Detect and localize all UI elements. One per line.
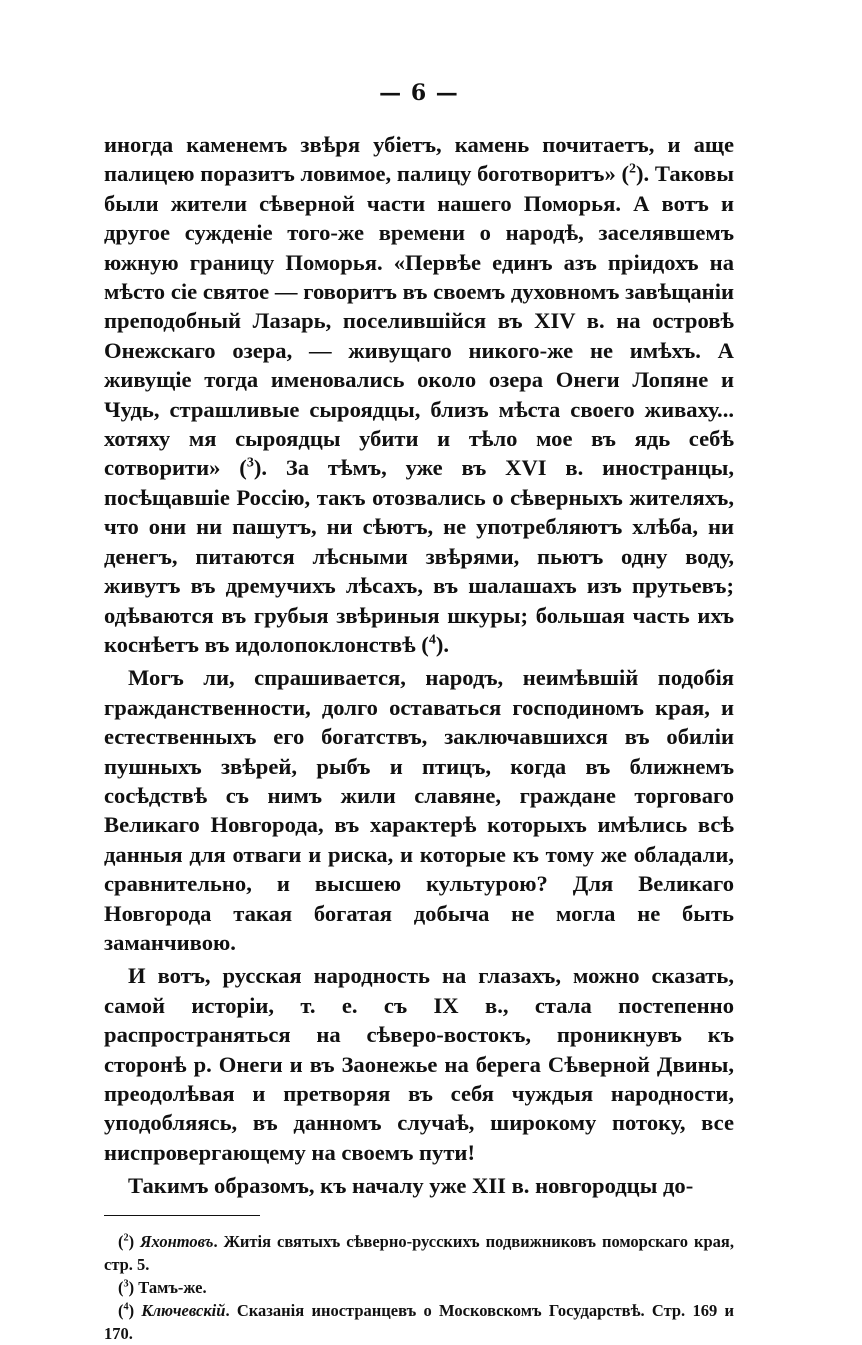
footnote	[104, 1230, 734, 1276]
footnote-ref: 3	[246, 455, 254, 471]
text-run: (	[118, 1300, 124, 1320]
page-number: — 6 —	[379, 80, 459, 106]
footnote	[104, 1299, 734, 1345]
text-run: )	[128, 1231, 141, 1251]
text-run: (	[118, 1277, 124, 1297]
text-run: иногда каменемъ звѣря убіетъ, камень почитаетъ, и аще палицею поразитъ ловимое, палицу боготворитъ» (	[104, 132, 734, 187]
text-run: . Сказанія иностранцевъ о Московскомъ Государствѣ. Стр. 169 и 170.	[104, 1300, 734, 1343]
text-run: Такимъ образомъ, къ началу уже XII в. новгородцы до-	[128, 1173, 694, 1199]
text-run: ). За тѣмъ, уже въ XVI в. иностранцы, посѣщавшіе Россію, такъ отозвались о сѣверныхъ жителяхъ, что они ни пашутъ, ни сѣютъ, не употребляютъ хлѣба, ни денегъ, питаются лѣсными звѣрями, пьютъ одну воду, живутъ въ дремучихъ лѣсахъ, въ шалашахъ изъ прутьевъ; одѣваются въ грубыя звѣриныя шкуры; большая часть ихъ коснѣетъ въ идолопоклонствѣ (	[104, 455, 735, 657]
text-run: . Житія святыхъ сѣверно-русскихъ подвижниковъ поморскаго края, стр. 5.	[104, 1231, 734, 1274]
footnote-ref: 3	[123, 1278, 129, 1290]
text-run: И вотъ, русская народность на глазахъ, можно сказать, самой исторіи, т. е. съ IX в., стала постепенно распространяться на сѣверо-востокъ, проникнувъ къ сторонѣ р. Онеги и въ Заонежье на берега Сѣверной Двины, преодолѣвая и претворяя въ себя чуждыя народности, уподобляясь, въ данномъ случаѣ, широкому потоку, все ниспровергающему на своемъ пути!	[104, 963, 734, 1165]
footnote-divider	[104, 1215, 260, 1216]
text-run: ) Тамъ-же.	[128, 1277, 207, 1297]
paragraph	[104, 1171, 734, 1200]
paragraph	[104, 961, 734, 1167]
footnote-ref: 4	[123, 1301, 129, 1313]
paragraph	[104, 130, 734, 659]
text-run: ). Таковы были жители сѣверной части нашего Поморья. А вотъ и другое сужденіе того-же времени о народѣ, заселявшемъ южную границу Поморья. «Первѣе единъ азъ пріидохъ на мѣсто сіе святое — говоритъ въ своемъ духовномъ завѣщаніи преподобный Лазарь, поселившійся въ XIV в. на островѣ Онежскаго озера, — живущаго никого-же не имѣхъ. А живущіе тогда именовались около озера Онеги Лопяне и Чудь, страшливые сыроядцы, близъ мѣста своего живаху... хотяху мя сыроядцы убити и тѣло мое въ ядь себѣ сотворити» (	[104, 161, 734, 481]
author-name: Яхонтовъ	[140, 1231, 214, 1251]
footnotes	[104, 1230, 734, 1345]
main-text	[104, 130, 734, 1201]
footnote	[104, 1276, 734, 1299]
footnote-ref: 4	[428, 632, 436, 648]
author-name: Ключевскій	[141, 1300, 226, 1320]
text-run: )	[128, 1300, 142, 1320]
footnote-ref: 2	[123, 1232, 129, 1244]
paragraph	[104, 663, 734, 957]
book-page	[104, 80, 734, 1345]
footnote-ref: 2	[629, 161, 636, 177]
text-run: Могъ ли, спрашивается, народъ, неимѣвшій подобія гражданственности, долго оставаться господиномъ края, и естественныхъ его богатствъ, заключавшихся въ обиліи пушныхъ звѣрей, рыбъ и птицъ, когда въ ближнемъ сосѣдствѣ съ нимъ жили славяне, граждане торговаго Великаго Новгорода, въ характерѣ которыхъ имѣлись всѣ данныя для отваги и риска, и которые къ тому же обладали, сравнительно, и высшею культурою? Для Великаго Новгорода такая богатая добыча не могла не быть заманчивою.	[104, 665, 734, 955]
text-run: ).	[435, 631, 450, 657]
text-run: (	[118, 1231, 124, 1251]
